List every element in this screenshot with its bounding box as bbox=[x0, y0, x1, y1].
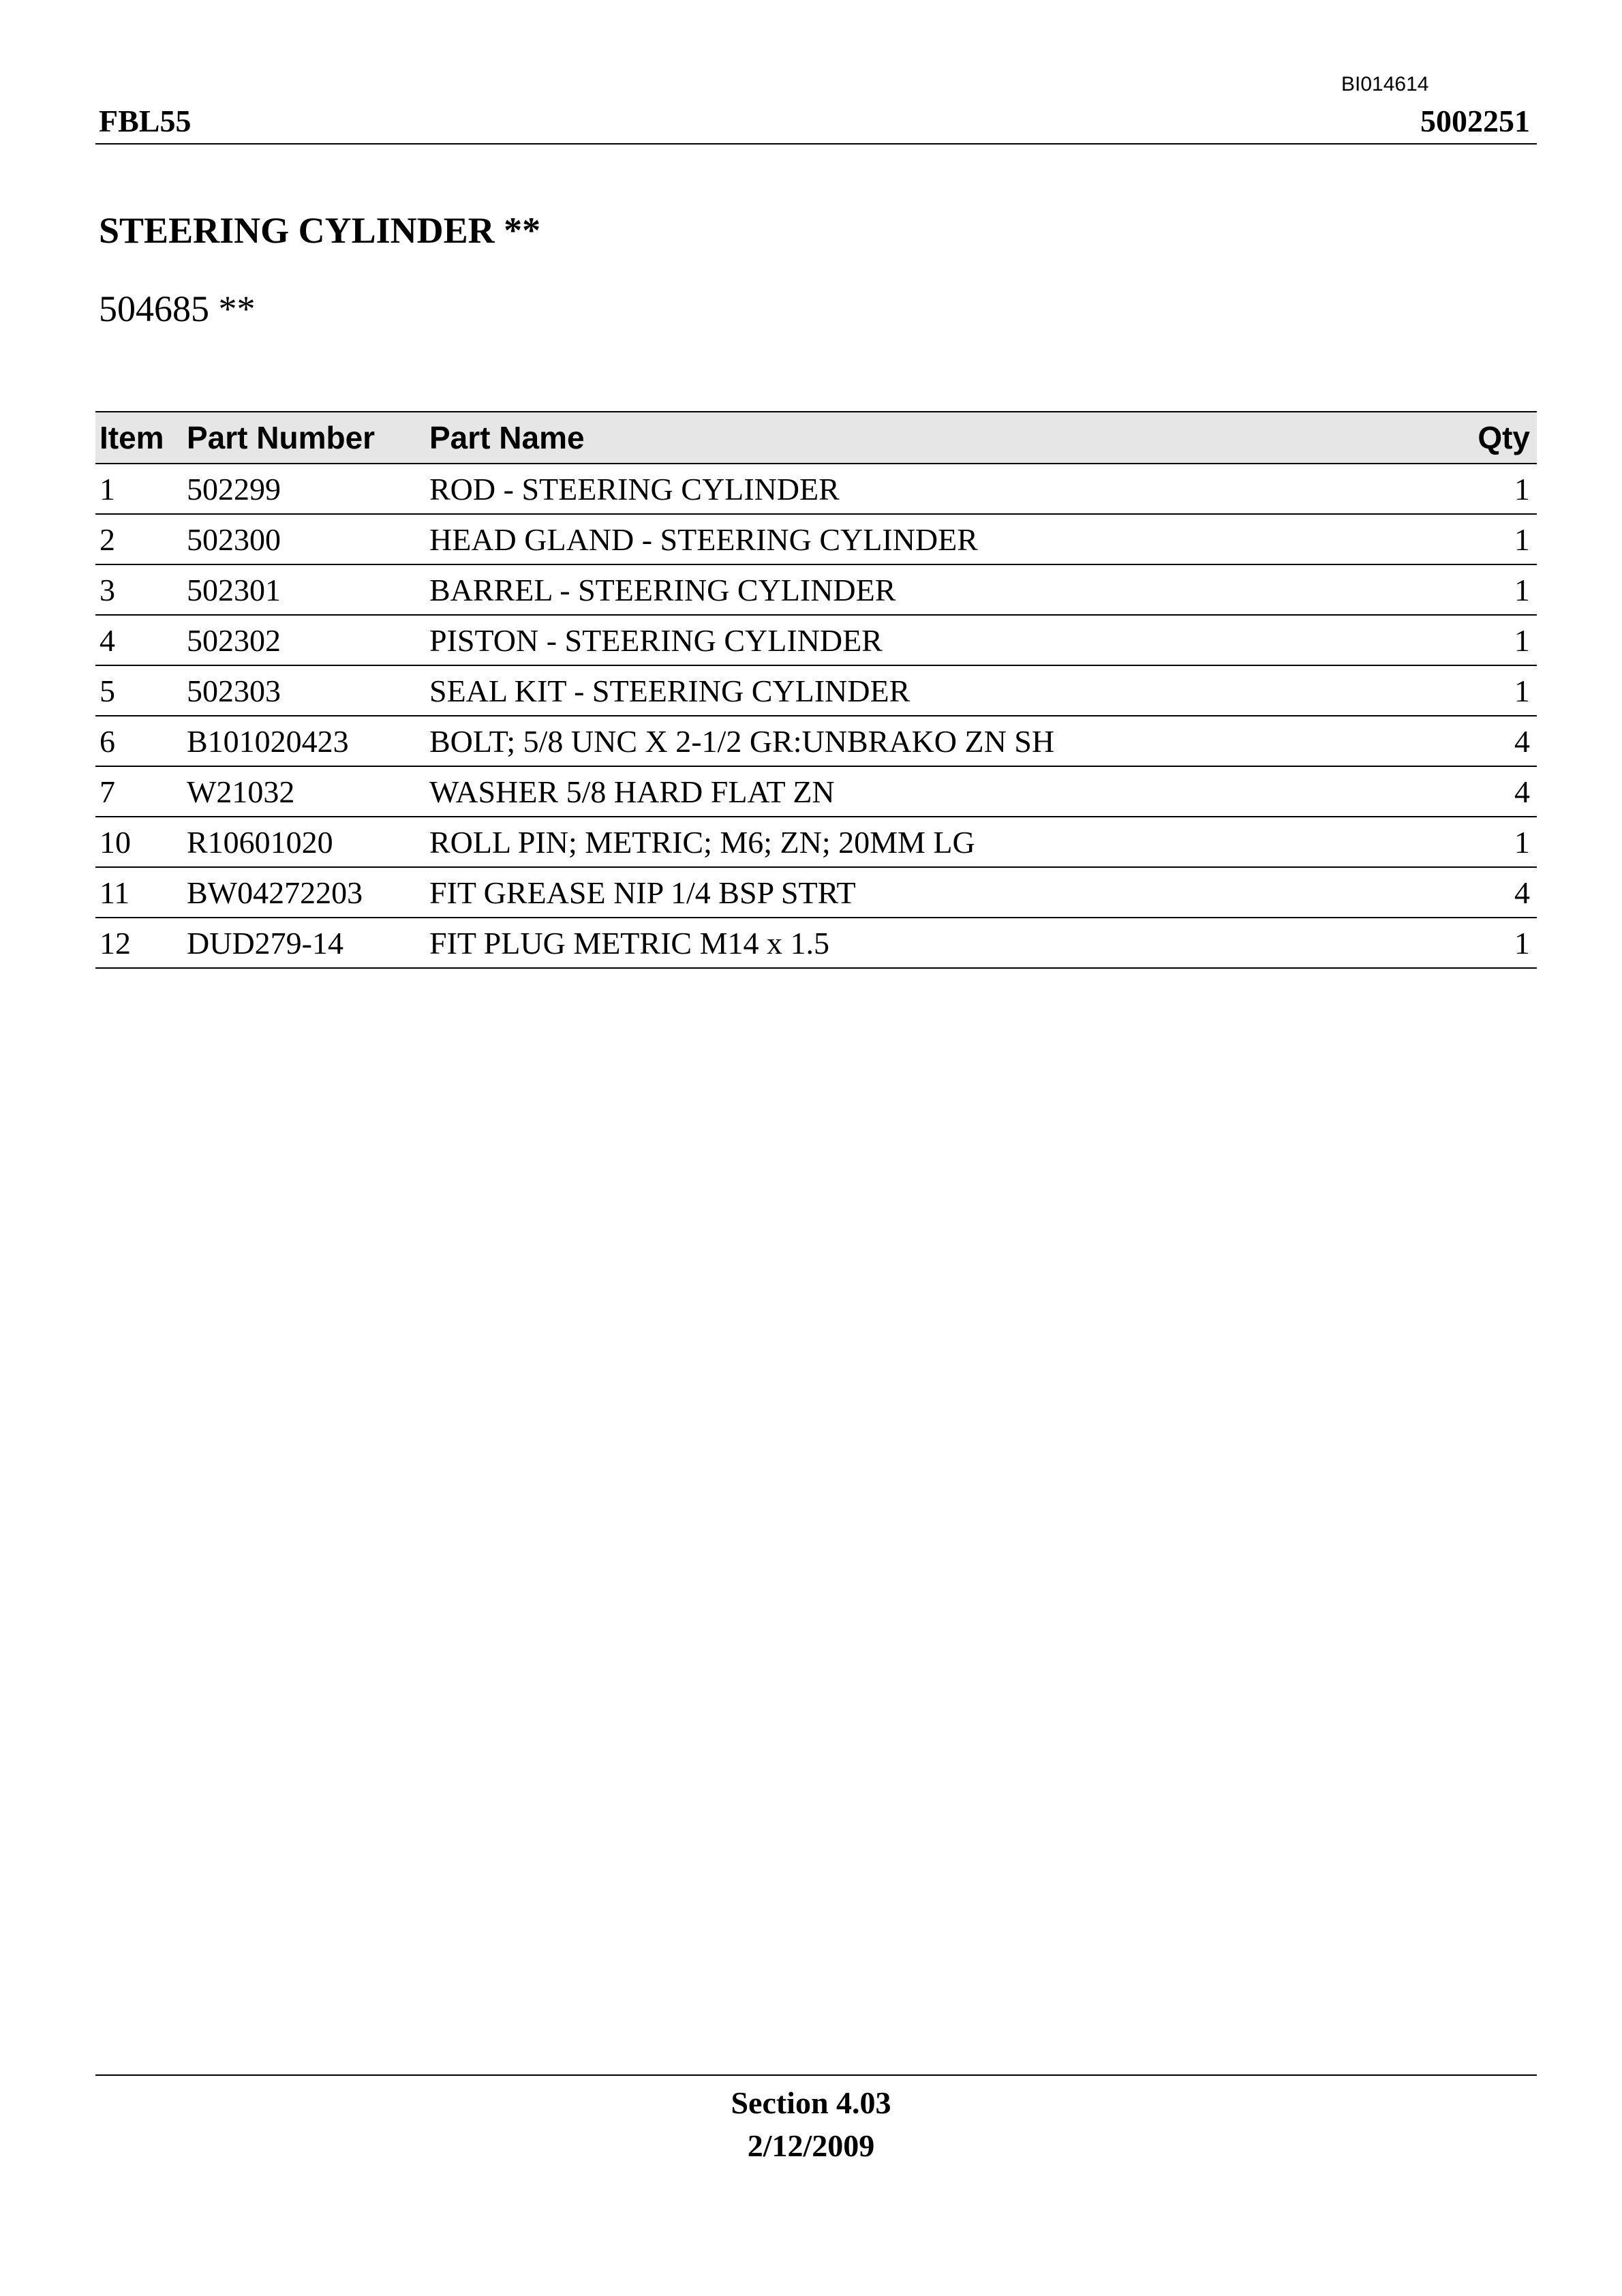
table-row bbox=[95, 766, 1537, 817]
qty-cell: 4 bbox=[1455, 766, 1537, 817]
item-cell: 2 bbox=[95, 514, 183, 564]
item-cell: 4 bbox=[95, 615, 183, 665]
qty-cell: 1 bbox=[1455, 817, 1537, 867]
parts-table-body bbox=[95, 464, 1537, 968]
header-divider bbox=[95, 143, 1537, 145]
table-row bbox=[95, 867, 1537, 918]
column-header-qty: Qty bbox=[1455, 412, 1537, 464]
part-name-cell: SEAL KIT - STEERING CYLINDER bbox=[425, 665, 1455, 716]
item-cell: 11 bbox=[95, 867, 183, 918]
qty-cell: 1 bbox=[1455, 665, 1537, 716]
part-name-cell: BARREL - STEERING CYLINDER bbox=[425, 564, 1455, 615]
part-number-cell: 502301 bbox=[183, 564, 425, 615]
item-cell: 12 bbox=[95, 918, 183, 968]
table-row bbox=[95, 665, 1537, 716]
header-row bbox=[95, 412, 1537, 464]
part-number-cell: W21032 bbox=[183, 766, 425, 817]
part-number-cell: B101020423 bbox=[183, 716, 425, 766]
table-row bbox=[95, 564, 1537, 615]
item-cell: 3 bbox=[95, 564, 183, 615]
document-id: BI014614 bbox=[1341, 73, 1429, 95]
part-number-cell: DUD279-14 bbox=[183, 918, 425, 968]
item-cell: 5 bbox=[95, 665, 183, 716]
part-name-cell: PISTON - STEERING CYLINDER bbox=[425, 615, 1455, 665]
qty-cell: 1 bbox=[1455, 564, 1537, 615]
table-row bbox=[95, 615, 1537, 665]
part-name-cell: BOLT; 5/8 UNC X 2-1/2 GR:UNBRAKO ZN SH bbox=[425, 716, 1455, 766]
item-cell: 10 bbox=[95, 817, 183, 867]
table-row bbox=[95, 514, 1537, 564]
part-name-cell: ROD - STEERING CYLINDER bbox=[425, 464, 1455, 514]
document-date: 2/12/2009 bbox=[747, 2128, 875, 2163]
item-cell: 1 bbox=[95, 464, 183, 514]
page-title: STEERING CYLINDER ** bbox=[99, 210, 541, 251]
part-number-cell: 502300 bbox=[183, 514, 425, 564]
assembly-number: 504685 ** bbox=[99, 288, 256, 329]
qty-cell: 1 bbox=[1455, 464, 1537, 514]
parts-table bbox=[95, 411, 1537, 969]
part-number-cell: BW04272203 bbox=[183, 867, 425, 918]
table-row bbox=[95, 464, 1537, 514]
column-header-part-name: Part Name bbox=[425, 412, 1455, 464]
column-header-item: Item bbox=[95, 412, 183, 464]
column-header-part-number: Part Number bbox=[183, 412, 425, 464]
section-label: Section 4.03 bbox=[731, 2085, 891, 2120]
part-name-cell: HEAD GLAND - STEERING CYLINDER bbox=[425, 514, 1455, 564]
parts-table-header bbox=[95, 412, 1537, 464]
footer-divider bbox=[95, 2074, 1537, 2076]
item-cell: 7 bbox=[95, 766, 183, 817]
table-row bbox=[95, 817, 1537, 867]
part-name-cell: ROLL PIN; METRIC; M6; ZN; 20MM LG bbox=[425, 817, 1455, 867]
part-name-cell: FIT GREASE NIP 1/4 BSP STRT bbox=[425, 867, 1455, 918]
item-cell: 6 bbox=[95, 716, 183, 766]
qty-cell: 1 bbox=[1455, 918, 1537, 968]
qty-cell: 4 bbox=[1455, 867, 1537, 918]
part-number-cell: 502303 bbox=[183, 665, 425, 716]
qty-cell: 1 bbox=[1455, 615, 1537, 665]
table-row bbox=[95, 918, 1537, 968]
table-row bbox=[95, 716, 1537, 766]
part-name-cell: WASHER 5/8 HARD FLAT ZN bbox=[425, 766, 1455, 817]
qty-cell: 4 bbox=[1455, 716, 1537, 766]
part-name-cell: FIT PLUG METRIC M14 x 1.5 bbox=[425, 918, 1455, 968]
qty-cell: 1 bbox=[1455, 514, 1537, 564]
model-name: FBL55 bbox=[99, 104, 192, 138]
part-number-cell: 502302 bbox=[183, 615, 425, 665]
part-number-cell: R10601020 bbox=[183, 817, 425, 867]
part-number-cell: 502299 bbox=[183, 464, 425, 514]
page-number-code: 5002251 bbox=[1420, 104, 1530, 138]
